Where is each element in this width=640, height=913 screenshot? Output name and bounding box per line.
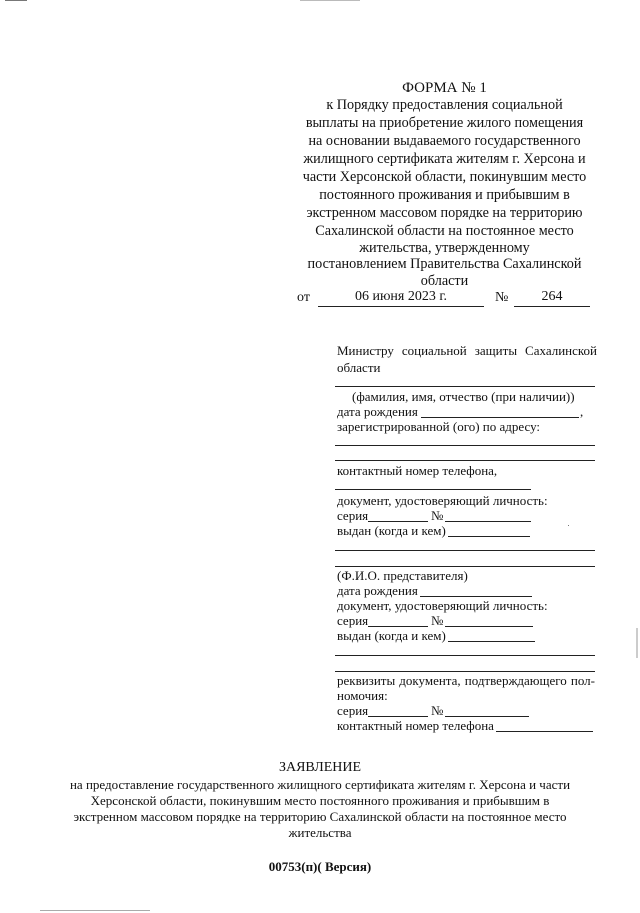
issued-line-3 — [335, 566, 595, 567]
header-line: экстренном массовом порядке на территорию — [306, 205, 583, 221]
header-line: на основании выдаваемого государственного — [308, 133, 581, 149]
scan-mark — [5, 0, 27, 1]
statement-line: жительства — [288, 825, 352, 840]
rep-phone-field-line — [496, 731, 593, 732]
fio-field-line — [335, 386, 595, 387]
from-label: от — [297, 290, 310, 305]
rep-no2-field-line — [445, 716, 529, 717]
form-title: ФОРМА № 1 — [402, 80, 487, 96]
dob-field-line — [421, 417, 579, 418]
rep-dob-label: дата рождения — [337, 583, 418, 598]
rep-series2-field-line — [368, 716, 428, 717]
phone-field-line — [335, 489, 531, 490]
version-code: 00753(п)( Версия) — [268, 859, 372, 874]
header-line: Сахалинской области на постоянное место — [315, 223, 574, 239]
addressee-line: области — [337, 360, 381, 375]
rep-issued-line-3 — [335, 671, 595, 672]
requisites-line: реквизиты документа, подтверждающего пол- — [337, 673, 595, 688]
no-label: № — [431, 508, 444, 523]
date-underline — [318, 306, 484, 307]
dob-label: дата рождения — [337, 404, 418, 419]
address-line-1 — [335, 445, 595, 446]
header-line: части Херсонской области, покинувшим место — [302, 169, 587, 185]
rep-no2-label: № — [431, 703, 444, 718]
fio-caption: (фамилия, имя, отчество (при наличии)) — [352, 389, 575, 404]
rep-dob-field-line — [420, 596, 532, 597]
scan-edge — [636, 628, 638, 658]
rep-series2-label: серия — [337, 703, 369, 718]
number-label: № — [495, 290, 509, 305]
issued-label: выдан (когда и кем) — [337, 523, 446, 538]
statement-line: Херсонской области, покинувшим место постоянного проживания и прибывшим в — [90, 793, 550, 808]
order-number: 264 — [541, 289, 563, 304]
rep-series-label: серия — [337, 613, 369, 628]
statement-line: экстренном массовом порядке на территорию Сахалинской области на постоянное место — [73, 809, 567, 824]
address-line-2 — [335, 460, 595, 461]
issued-field-line — [448, 536, 530, 537]
statement-title: ЗАЯВЛЕНИЕ — [278, 760, 362, 775]
id-doc-label: документ, удостоверяющий личность: — [337, 493, 548, 508]
series-field-line — [368, 521, 428, 522]
number-underline — [514, 306, 590, 307]
no-field-line — [445, 521, 531, 522]
scan-mark — [40, 910, 150, 911]
phone-label: контактный номер телефона, — [337, 463, 498, 478]
rep-id-doc-label: документ, удостоверяющий личность: — [337, 598, 548, 613]
rep-issued-field-line — [448, 641, 535, 642]
header-line: жилищного сертификата жителям г. Херсона и — [303, 151, 586, 167]
dob-comma: , — [580, 404, 584, 419]
rep-phone-label: контактный номер телефона — [337, 718, 494, 733]
rep-no-label: № — [431, 613, 444, 628]
order-date: 06 июня 2023 г. — [354, 289, 448, 304]
header-line: выплаты на приобретение жилого помещения — [305, 115, 584, 131]
addressee-line: Министру социальной защиты Сахалинской — [337, 343, 597, 358]
registered-label: зарегистрированной (ого) по адресу: — [337, 419, 541, 434]
issued-line-2 — [335, 550, 595, 551]
series-label: серия — [337, 508, 369, 523]
requisites-line: номочия: — [337, 688, 388, 703]
rep-fio-caption: (Ф.И.О. представителя) — [337, 568, 468, 583]
header-line: постановлением Правительства Сахалинской — [307, 256, 582, 272]
scan-speck — [568, 525, 569, 526]
header-line: постоянного проживания и прибывшим в — [319, 187, 570, 203]
scan-mark — [300, 0, 360, 1]
header-line: к Порядку предоставления социальной — [326, 97, 563, 113]
rep-issued-line-2 — [335, 655, 595, 656]
header-line: жительства, утвержденному — [359, 240, 530, 256]
rep-no-field-line — [445, 626, 533, 627]
rep-issued-label: выдан (когда и кем) — [337, 628, 446, 643]
statement-line: на предоставление государственного жилищного сертификата жителям г. Херсона и части — [69, 777, 571, 792]
rep-series-field-line — [368, 626, 428, 627]
header-line: области — [420, 273, 469, 289]
